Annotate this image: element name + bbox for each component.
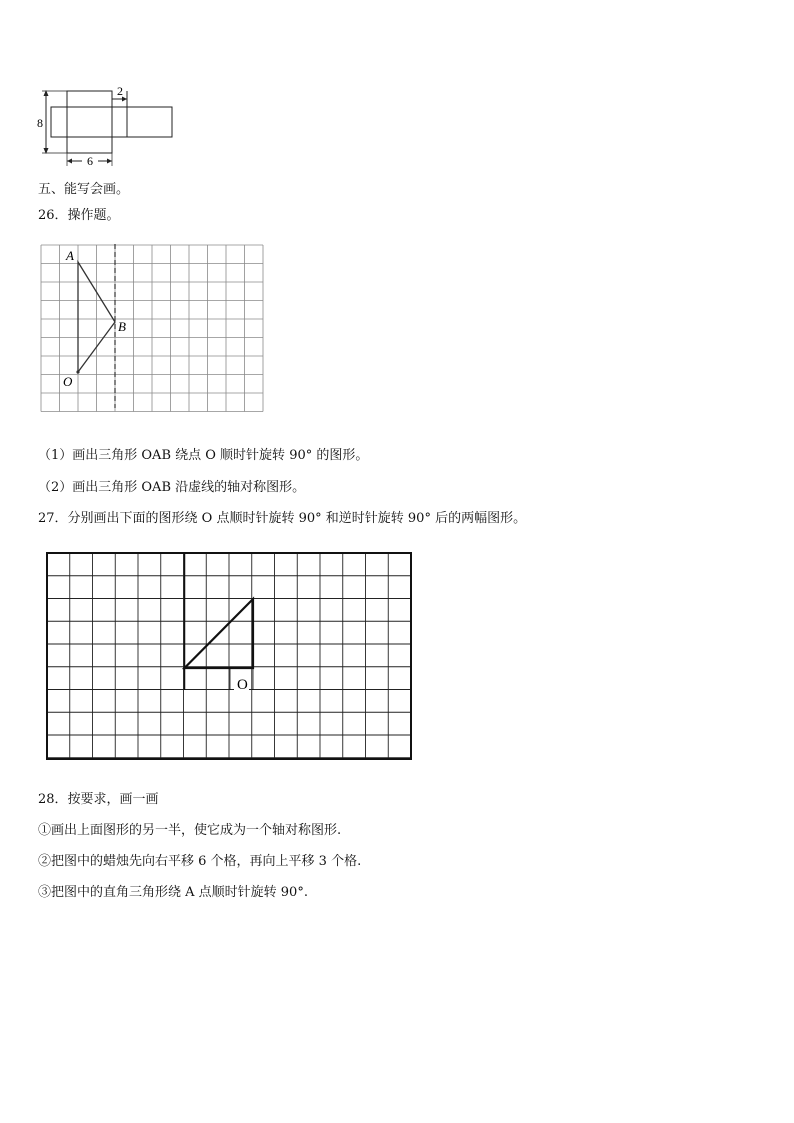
q27-label-O: O [237, 677, 248, 693]
dim-2-label: 2 [117, 84, 123, 98]
q27-title: 27．分别画出下面的图形绕 O 点顺时针旋转 90° 和逆时针旋转 90° 后的两幅图形。 [38, 511, 527, 526]
point-O [76, 370, 79, 373]
dim-6-arrow-left [67, 159, 72, 164]
q26-item-1: （1）画出三角形 OAB 绕点 O 顺时针旋转 90° 的图形。 [38, 448, 369, 463]
net-top-face [67, 91, 112, 107]
q26-title: 26．操作题。 [38, 208, 120, 223]
q28-item-3: ③把图中的直角三角形绕 A 点顺时针旋转 90°. [38, 885, 308, 900]
dim-8-label: 8 [37, 116, 43, 130]
q28-item-1: ①画出上面图形的另一半，使它成为一个轴对称图形. [38, 823, 342, 838]
q27-grid-figure [44, 550, 416, 762]
q27-right-triangle [185, 599, 254, 668]
label-O: O [63, 374, 73, 389]
q26-item-2: （2）画出三角形 OAB 沿虚线的轴对称图形。 [38, 480, 306, 495]
label-B: B [118, 319, 126, 334]
label-A: A [66, 248, 74, 263]
q26-grid [41, 245, 263, 412]
q28-item-2: ②把图中的蜡烛先向右平移 6 个格，再向上平移 3 个格. [38, 854, 362, 869]
q28-title: 28．按要求，画一画 [38, 792, 159, 807]
dim-6-arrow-right [107, 159, 112, 164]
section-heading: 五、能写会画。 [38, 182, 130, 197]
net-bottom-face [67, 137, 112, 153]
net-figure [34, 84, 184, 172]
q27-grid [47, 553, 411, 758]
dim-6-label: 6 [87, 154, 93, 168]
q26-grid-figure [38, 242, 268, 432]
